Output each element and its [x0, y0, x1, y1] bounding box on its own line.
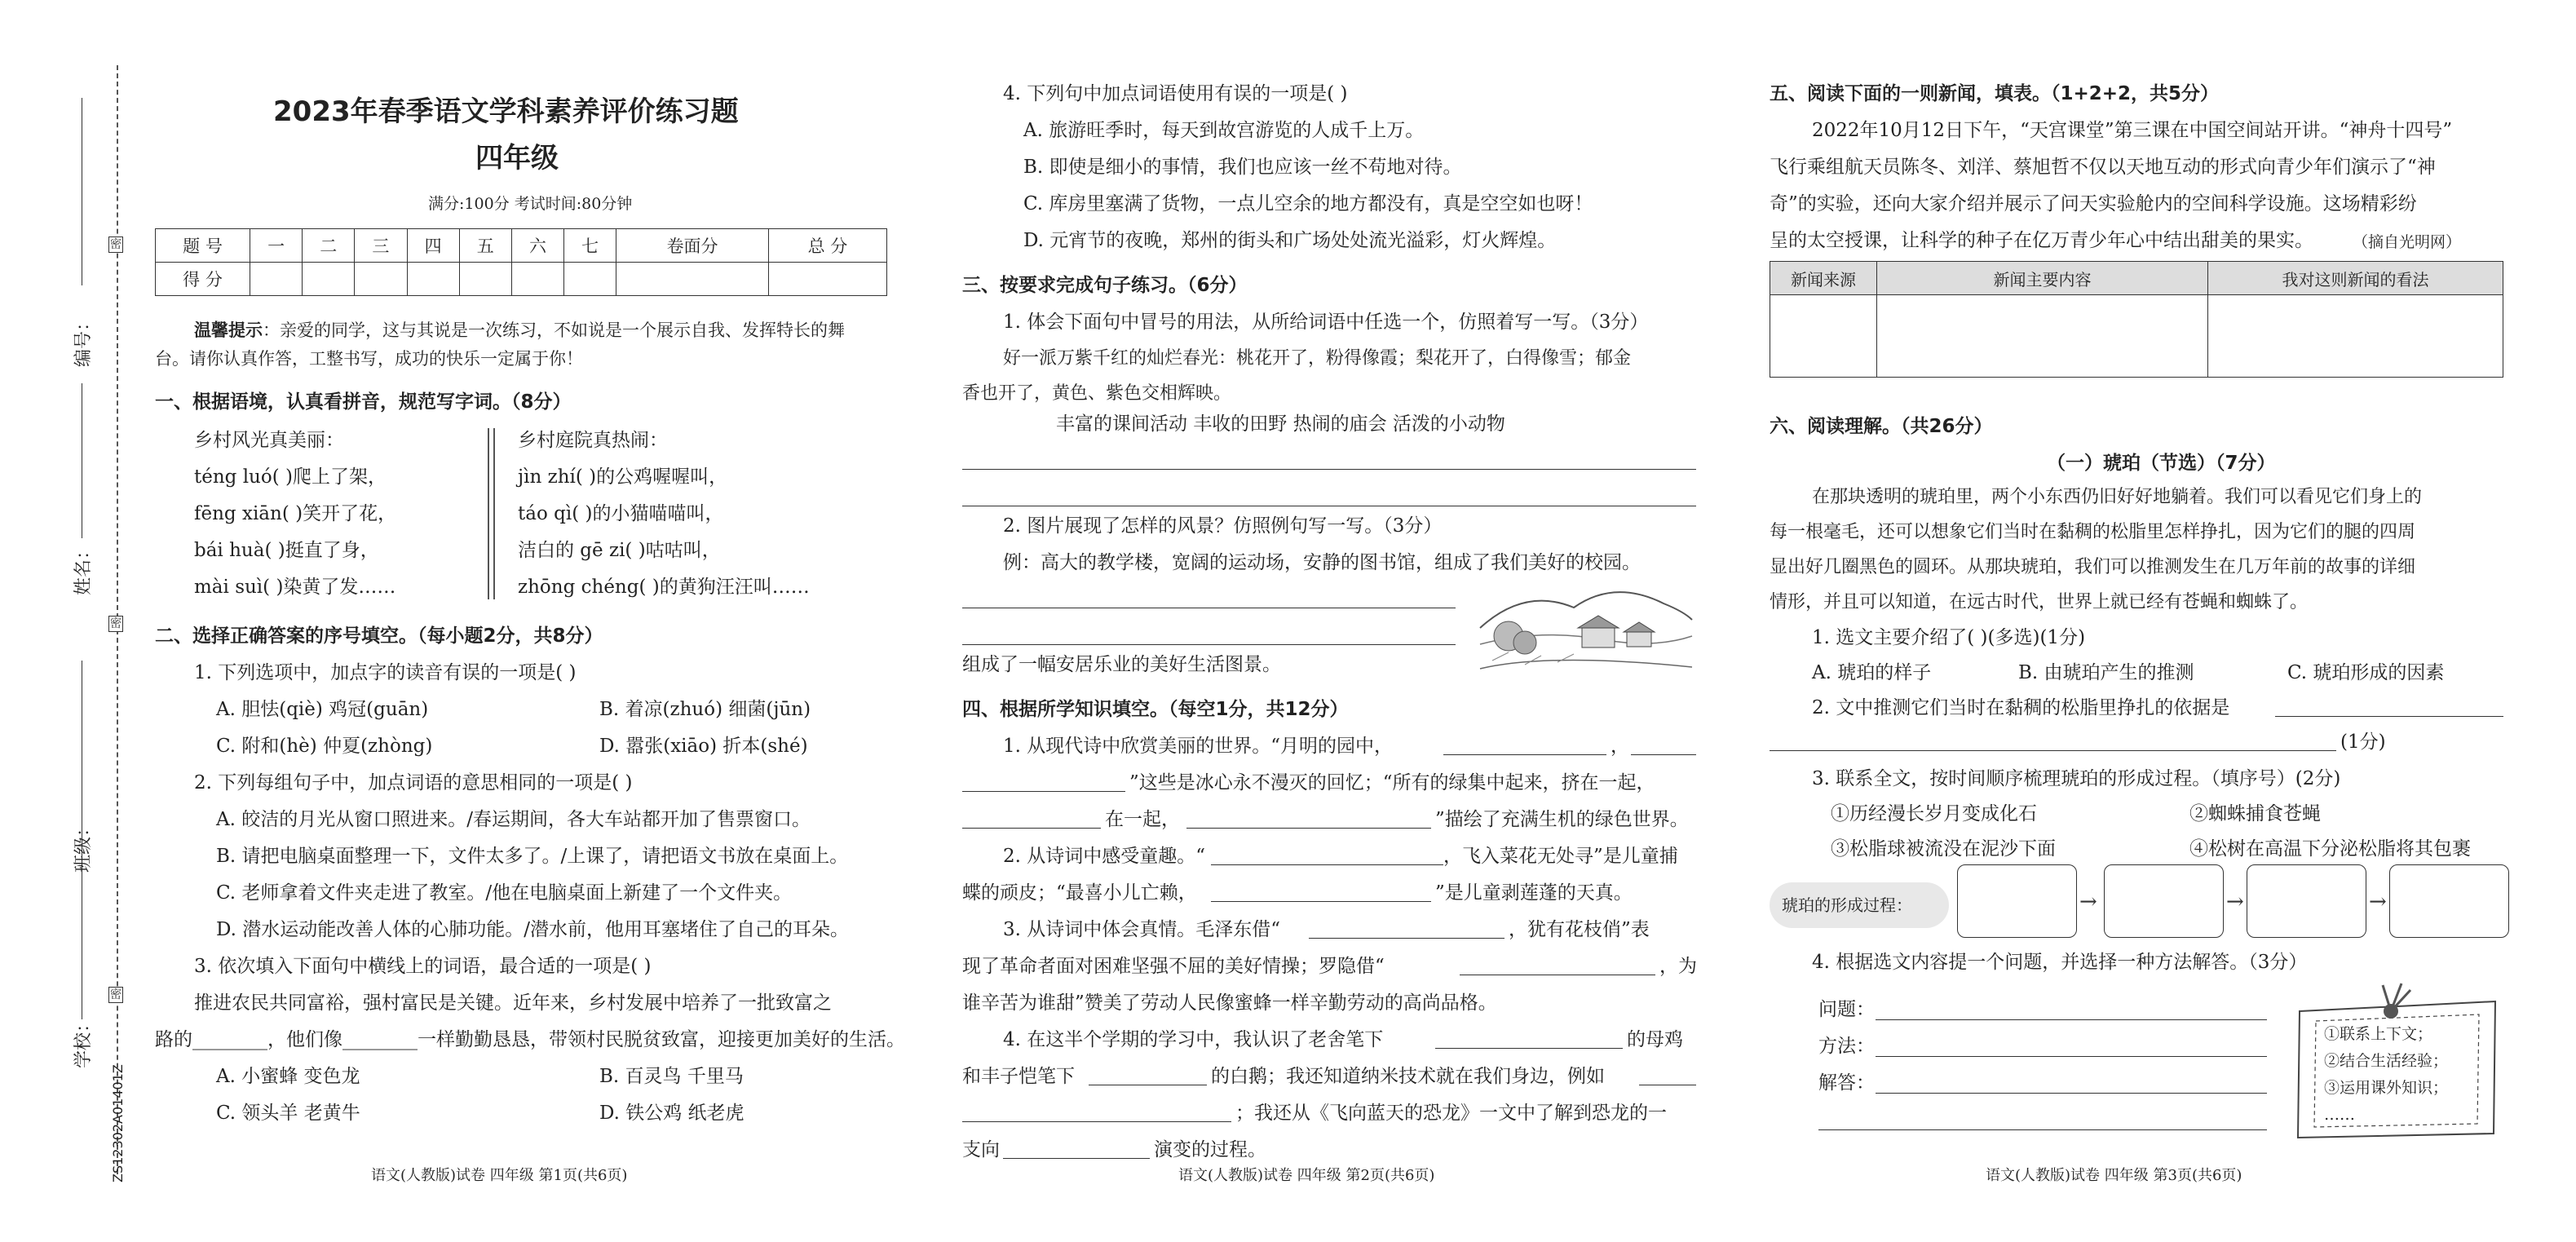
score-cell[interactable] — [616, 263, 769, 296]
news-table — [1770, 261, 2503, 378]
reading-question-4: 4. 根据选文内容提一个问题，并选择一种方法解答。（3分） — [1812, 952, 2308, 973]
q3-text-1: 推进农民共同富裕，强村富民是关键。近年来，乡村发展中培养了一批致富之 — [194, 992, 832, 1014]
s1-left-4[interactable]: mài suì( )染黄了发…… — [194, 577, 396, 598]
question-answer-line[interactable] — [1876, 1019, 2267, 1020]
q1-option-b[interactable]: B. 着凉(zhuó) 细菌(jūn) — [599, 699, 811, 720]
blank-line[interactable] — [1443, 754, 1606, 755]
number-label: 编号： — [73, 312, 94, 367]
process-step-1-box[interactable] — [1957, 864, 2077, 938]
r3-option-1: ①历经漫长岁月变成化石 — [1831, 803, 2037, 824]
s4-4c: 和丰子恺笔下 — [962, 1066, 1075, 1087]
r1-option-a[interactable]: A. 琥珀的样子 — [1812, 662, 1932, 683]
passage-line-4: 情形，并且可以知道，在远古时代，世界上就已经有苍蝇和蜘蛛了。 — [1770, 592, 2309, 612]
page-1-footer: 语文(人教版)试卷 四年级 第1页(共6页) — [371, 1167, 628, 1184]
news-line-2: 飞行乘组航天员陈冬、刘洋、蔡旭哲不仅以天地互动的形式向青少年们演示了“神 — [1770, 157, 2436, 178]
s4-4e: ；我还从《飞向蓝天的恐龙》一文中了解到恐龙的一 — [1235, 1103, 1667, 1124]
hint-1: ①联系上下文； — [2324, 1025, 2433, 1043]
q1-option-a[interactable]: A. 胆怯(qiè) 鸡冠(guān) — [216, 699, 429, 720]
s3-q1-text-1: 好一派万紫千红的灿烂春光：桃花开了，粉得像霞；梨花开了，白得像雪；郁金 — [1003, 348, 1632, 369]
score-table — [155, 228, 887, 296]
seal-mark: 密 — [110, 617, 122, 630]
q1-option-c[interactable]: C. 附和(hè) 仲夏(zhòng) — [216, 736, 433, 757]
answer-line[interactable] — [962, 644, 1456, 645]
q3-option-a[interactable]: A. 小蜜蜂 变色龙 — [216, 1066, 360, 1087]
s4-4b: 的母鸡 — [1627, 1029, 1683, 1050]
score-cell[interactable] — [303, 263, 355, 296]
s4-1a: 1. 从现代诗中欣赏美丽的世界。“月明的园中， — [1003, 736, 1394, 757]
s4-2c: 蝶的顽皮；“最喜小儿亡赖， — [962, 882, 1197, 904]
score-header: 六 — [511, 229, 563, 263]
column-divider — [493, 428, 495, 599]
q3-option-c[interactable]: C. 领头羊 老黄牛 — [216, 1103, 360, 1124]
score-header: 七 — [564, 229, 616, 263]
s4-2b: ，飞入菜花无处寻”是儿童捕 — [1443, 846, 1678, 867]
blank-line[interactable] — [1003, 1158, 1150, 1159]
section-1-heading: 一、根据语境，认真看拼音，规范写字词。（8分） — [155, 391, 572, 413]
q3-option-b[interactable]: B. 百灵鸟 千里马 — [599, 1066, 744, 1087]
score-header: 四 — [407, 229, 459, 263]
s4-3c: 现了革命者面对困难坚强不屈的美好情操；罗隐借“ — [962, 956, 1385, 977]
s4-2a: 2. 从诗词中感受童趣。“ — [1003, 846, 1206, 867]
field-answer-label: 解答： — [1818, 1072, 1875, 1094]
score-cell[interactable] — [511, 263, 563, 296]
process-step-3-box[interactable] — [2247, 864, 2366, 938]
s4-3b: ，犹有花枝俏”表 — [1509, 919, 1650, 940]
q1-option-d[interactable]: D. 嚣张(xiāo) 折本(shé) — [599, 736, 808, 757]
class-label: 班级： — [73, 818, 94, 873]
hint-3: ③运用课外知识； — [2324, 1079, 2449, 1097]
score-cell[interactable] — [355, 263, 407, 296]
news-line-1: 2022年10月12日下午，“天宫课堂”第三课在中国空间站开讲。“神舟十四号” — [1812, 120, 2453, 141]
r3-option-2: ②蜘蛛捕食苍蝇 — [2189, 803, 2321, 824]
section-5-heading: 五、阅读下面的一则新闻，填表。（1+2+2，共5分） — [1770, 83, 2220, 104]
s1-right-3[interactable]: 洁白的 gē zi( )咕咕叫， — [518, 540, 721, 561]
s4-3e: 谁辛苦为谁甜”赞美了劳动人民像蜜蜂一样辛勤劳动的高尚品格。 — [962, 992, 1497, 1014]
passage-title: （一）琥珀（节选）（7分） — [2047, 453, 2276, 474]
section-6-heading: 六、阅读理解。（共26分） — [1770, 416, 1993, 437]
q2-option-d[interactable]: D. 潜水运动能改善人体的心肺功能。/潜水前，他用耳塞堵住了自己的耳朵。 — [216, 919, 849, 940]
news-source-cell[interactable] — [1770, 295, 1877, 378]
blank-line[interactable] — [962, 828, 1101, 829]
process-step-4-box[interactable] — [2389, 864, 2509, 938]
process-label: 琥珀的形成过程： — [1782, 895, 1912, 915]
field-question-label: 问题： — [1818, 999, 1875, 1020]
s4-4g: 演变的过程。 — [1154, 1139, 1266, 1160]
question-2[interactable]: 2. 下列每组句子中，加点词语的意思相同的一项是( ) — [194, 772, 633, 793]
s1-left-0: 乡村风光真美丽： — [194, 430, 344, 451]
grade-title: 四年级 — [475, 142, 559, 175]
news-line-3: 奇”的实验，还向大家介绍并展示了问天实验舱内的空间科学设施。这场精彩纷 — [1770, 193, 2417, 214]
q4-option-d[interactable]: D. 元宵节的夜晚，郑州的街头和广场处处流光溢彩，灯火辉煌。 — [1023, 230, 1557, 251]
score-cell[interactable] — [459, 263, 511, 296]
field-method-label: 方法： — [1818, 1036, 1875, 1057]
blank-line[interactable] — [962, 791, 1125, 792]
q2-option-b[interactable]: B. 请把电脑桌面整理一下，文件太多了。/上课了，请把语文书放在桌面上。 — [216, 846, 849, 867]
s1-left-3[interactable]: bái huà( )挺直了身， — [194, 540, 379, 561]
score-header: 总 分 — [768, 229, 886, 263]
page-3-footer: 语文(人教版)试卷 四年级 第3页(共6页) — [1986, 1167, 2242, 1184]
news-line-4: 呈的太空授课，让科学的种子在亿万青少年心中结出甜美的果实。 — [1770, 230, 2313, 251]
score-cell[interactable] — [250, 263, 303, 296]
s1-right-0: 乡村庭院真热闹： — [518, 430, 668, 451]
s4-4a: 4. 在这半个学期的学习中，我认识了老舍笔下 — [1003, 1029, 1384, 1050]
section-2-heading: 二、选择正确答案的序号填空。（每小题2分，共8分） — [155, 625, 603, 647]
s3-q1-words: 丰富的课间活动 丰收的田野 热闹的庙会 活泼的小动物 — [1056, 413, 1505, 435]
answer-line[interactable] — [1770, 750, 2336, 751]
news-table-header: 新闻主要内容 — [1877, 262, 2208, 295]
r2-score: (1分) — [2340, 731, 2386, 753]
blank-line[interactable] — [1631, 754, 1696, 755]
s3-q2-end: 组成了一幅安居乐业的美好生活图景。 — [962, 654, 1281, 675]
score-cell[interactable] — [407, 263, 459, 296]
seal-mark: 密 — [110, 988, 122, 1001]
blank-line[interactable] — [1186, 828, 1431, 829]
s4-2d: ”是儿童剥莲蓬的天真。 — [1435, 882, 1633, 904]
exam-meta: 满分:100分 考试时间:80分钟 — [428, 195, 633, 213]
exam-title: 2023年春季语文学科素养评价练习题 — [273, 95, 739, 128]
s1-left-1[interactable]: téng luó( )爬上了架， — [194, 466, 387, 488]
score-row-label: 得 分 — [156, 263, 250, 296]
solution-answer-line[interactable] — [1876, 1093, 2267, 1094]
s4-4d: 的白鹅；我还知道纳米技术就在我们身边，例如 — [1211, 1066, 1605, 1087]
s3-q2-example: 例：高大的教学楼，宽阔的运动场，安静的图书馆，组成了我们美好的校园。 — [1003, 552, 1641, 573]
s4-3a: 3. 从诗词中体会真情。毛泽东借“ — [1003, 919, 1281, 940]
hint-4: …… — [2324, 1106, 2355, 1124]
news-opinion-cell[interactable] — [2208, 295, 2503, 378]
column-divider — [488, 428, 489, 599]
score-header: 卷面分 — [616, 229, 769, 263]
arrow-right-icon: → — [2079, 890, 2097, 914]
s4-3d: ，为 — [1659, 956, 1697, 977]
s4-1c: 在一起， — [1105, 809, 1180, 830]
news-source: （摘自光明网） — [2353, 233, 2462, 251]
tip-label: 温馨提示 — [194, 320, 263, 340]
r1-option-b[interactable]: B. 由琥珀产生的推测 — [2018, 662, 2194, 683]
paper-code: ZS12302A01401Z — [110, 1064, 126, 1182]
comma: ， — [1611, 736, 1629, 757]
blank-line[interactable] — [962, 1121, 1231, 1122]
r3-option-3: ③松脂球被流没在泥沙下面 — [1831, 838, 2056, 860]
tip-line-1 — [194, 318, 845, 343]
q4-option-c[interactable]: C. 库房里塞满了货物，一点儿空余的地方都没有，真是空空如也呀！ — [1023, 193, 1593, 214]
process-step-2-box[interactable] — [2104, 864, 2224, 938]
s3-question-1: 1. 体会下面句中冒号的用法，从所给词语中任选一个，仿照着写一写。（3分） — [1003, 312, 1649, 333]
reading-question-3: 3. 联系全文，按时间顺序梳理琥珀的形成过程。（填序号）(2分) — [1812, 768, 2341, 789]
section-3-heading: 三、按要求完成句子练习。（6分） — [962, 275, 1248, 296]
score-cell[interactable] — [564, 263, 616, 296]
score-header: 题 号 — [156, 229, 250, 263]
reading-question-2: 2. 文中推测它们当时在黏稠的松脂里挣扎的依据是 — [1812, 697, 2230, 718]
blank-line[interactable] — [1435, 1048, 1623, 1049]
blank-line[interactable] — [1211, 864, 1443, 865]
news-table-header: 新闻来源 — [1770, 262, 1877, 295]
q2-option-a[interactable]: A. 皎洁的月光从窗口照进来。/春运期间，各大车站都开加了售票窗口。 — [216, 809, 811, 830]
school-label: 学校： — [73, 1014, 94, 1068]
r1-option-c[interactable]: C. 琥珀形成的因素 — [2287, 662, 2445, 683]
section-4-heading: 四、根据所学知识填空。（每空1分，共12分） — [962, 699, 1349, 720]
s3-question-2: 2. 图片展现了怎样的风景？仿照例句写一写。（3分） — [1003, 515, 1443, 537]
answer-line[interactable] — [962, 469, 1696, 470]
arrow-right-icon: → — [2226, 890, 2244, 914]
village-landscape-illustration — [1476, 571, 1696, 677]
news-table-header: 我对这则新闻的看法 — [2208, 262, 2503, 295]
s1-right-2[interactable]: táo qì( )的小猫喵喵叫， — [518, 503, 724, 524]
seal-mark: 密 — [110, 238, 122, 251]
passage-line-2: 每一根毫毛，还可以想象它们当时在黏稠的松脂里怎样挣扎，因为它们的腿的四周 — [1770, 522, 2416, 542]
q3-text-2: 路的________，他们像________一样勤勤恳恳，带领村民脱贫致富，迎接更加美好的生活。 — [155, 1029, 905, 1050]
s4-1d: ”描绘了充满生机的绿色世界。 — [1435, 809, 1689, 830]
solution-answer-line[interactable] — [1818, 1129, 2267, 1130]
name-label: 姓名： — [73, 541, 94, 595]
s4-4f: 支向 — [962, 1139, 1000, 1160]
hint-2: ②结合生活经验； — [2324, 1052, 2449, 1070]
score-header: 一 — [250, 229, 303, 263]
answer-line[interactable] — [2275, 716, 2503, 717]
question-3[interactable]: 3. 依次填入下面句中横线上的词语，最合适的一项是( ) — [194, 956, 652, 977]
tip-text: ：亲爱的同学，这与其说是一次练习，不如说是一个展示自我、发挥特长的舞 — [263, 320, 845, 340]
score-header: 三 — [355, 229, 407, 263]
r3-option-4: ④松树在高温下分泌松脂将其包裹 — [2189, 838, 2471, 860]
reading-question-1[interactable]: 1. 选文主要介绍了( )(多选)(1分) — [1812, 627, 2086, 648]
news-content-cell[interactable] — [1877, 295, 2208, 378]
passage-line-1: 在那块透明的琥珀里，两个小东西仍旧好好地躺着。我们可以看见它们身上的 — [1812, 487, 2423, 507]
s4-1b: ”这些是冰心永不漫灭的回忆；“所有的绿集中起来，挤在一起， — [1129, 772, 1655, 793]
tip-line-2: 台。请你认真作答，工整书写，成功的快乐一定属于你！ — [155, 349, 583, 369]
q4-option-b[interactable]: B. 即使是细小的事情，我们也应该一丝不苟地对待。 — [1023, 157, 1462, 178]
s1-right-4[interactable]: zhōng chéng( )的黄狗汪汪叫…… — [518, 577, 810, 598]
q4-option-a[interactable]: A. 旅游旺季时，每天到故宫游览的人成千上万。 — [1023, 120, 1425, 141]
page-2-footer: 语文(人教版)试卷 四年级 第2页(共6页) — [1178, 1167, 1435, 1184]
arrow-right-icon: → — [2369, 890, 2387, 914]
s1-right-1[interactable]: jìn zhí( )的公鸡喔喔叫， — [518, 466, 728, 488]
score-header: 二 — [303, 229, 355, 263]
blank-line[interactable] — [1211, 901, 1431, 902]
passage-line-3: 显出好几圈黑色的圆环。从那块琥珀，我们可以推测发生在几万年前的故事的详细 — [1770, 557, 2416, 577]
s1-left-2[interactable]: fēng xiān( )笑开了花， — [194, 503, 397, 524]
blank-line[interactable] — [1309, 938, 1505, 939]
method-answer-line[interactable] — [1876, 1056, 2267, 1057]
q2-option-c[interactable]: C. 老师拿着文件夹走进了教室。/他在电脑桌面上新建了一个文件夹。 — [216, 882, 793, 904]
s3-q1-text-2: 香也开了，黄色、紫色交相辉映。 — [962, 383, 1232, 404]
score-header: 五 — [459, 229, 511, 263]
question-1[interactable]: 1. 下列选项中，加点字的读音有误的一项是( ) — [194, 662, 577, 683]
q3-option-d[interactable]: D. 铁公鸡 纸老虎 — [599, 1103, 745, 1124]
question-4[interactable]: 4. 下列句中加点词语使用有误的一项是( ) — [1003, 83, 1348, 104]
score-cell[interactable] — [768, 263, 886, 296]
